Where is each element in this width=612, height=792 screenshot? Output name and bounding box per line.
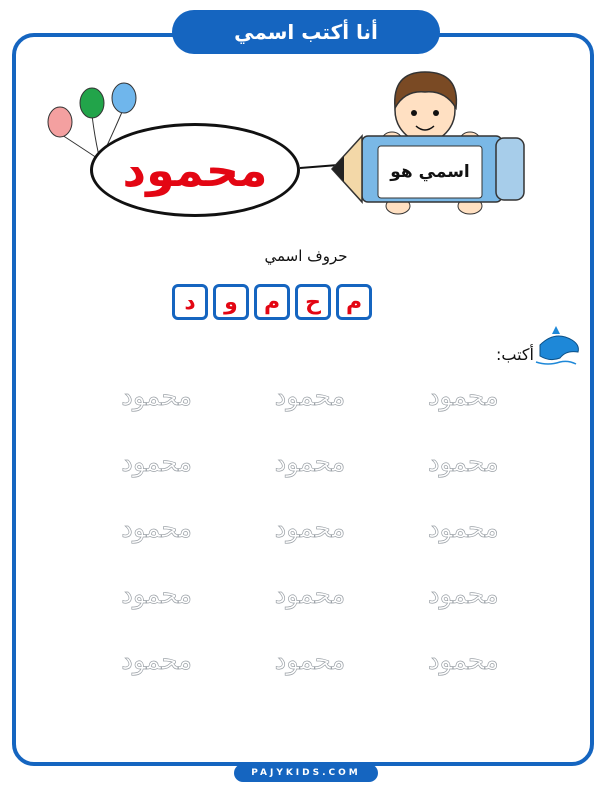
name-letters <box>172 284 372 320</box>
pencil-label: اسمي هو <box>390 162 470 182</box>
trace-word: محمود <box>274 448 346 478</box>
trace-word: محمود <box>427 448 499 478</box>
trace-word: محمود <box>121 514 193 544</box>
trace-word: محمود <box>427 382 499 412</box>
footer-site: PAJYKIDS.COM <box>234 764 378 782</box>
trace-word: محمود <box>427 646 499 676</box>
trace-word: محمود <box>121 382 193 412</box>
trace-word: محمود <box>274 646 346 676</box>
letter-box: ح <box>295 284 331 320</box>
letter-box: و <box>213 284 249 320</box>
tracing-grid <box>80 380 540 678</box>
letter-box: د <box>172 284 208 320</box>
write-label: أكتب: <box>496 345 534 364</box>
page-title: أنا أكتب اسمي <box>172 10 440 54</box>
trace-word: محمود <box>121 448 193 478</box>
trace-word: محمود <box>427 580 499 610</box>
trace-word: محمود <box>274 382 346 412</box>
letters-caption: حروف اسمي <box>264 247 348 265</box>
letter-box: م <box>254 284 290 320</box>
trace-word: محمود <box>121 580 193 610</box>
name-display: محمود <box>90 123 300 217</box>
dolphin-icon <box>536 326 578 364</box>
trace-word: محمود <box>121 646 193 676</box>
trace-word: محمود <box>274 514 346 544</box>
trace-word: محمود <box>274 580 346 610</box>
letter-box: م <box>336 284 372 320</box>
trace-word: محمود <box>427 514 499 544</box>
